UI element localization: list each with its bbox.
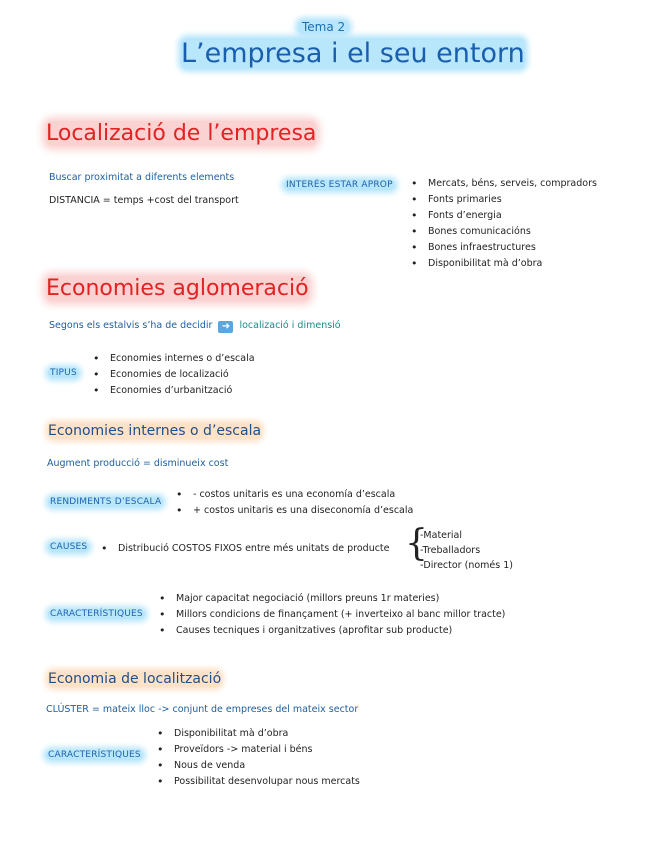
text-distancia: DISTANCIA = temps +cost del transport: [49, 195, 239, 206]
list-interes: [408, 176, 597, 272]
sublist-item: -Director (només 1): [420, 560, 513, 571]
section-title-localitzacio: Localizació de l’empresa: [46, 121, 317, 146]
list-item: • Fonts primaries: [408, 192, 597, 208]
list-item: • Disponibilitat mà d’obra: [408, 256, 597, 272]
causes-sublist: [420, 528, 513, 573]
list-item: • Fonts d’energia: [408, 208, 597, 224]
list-item: • Bones infraestructures: [408, 240, 597, 256]
list-item: • Mercats, béns, serveis, compradors: [408, 176, 597, 192]
text-proximitat: Buscar proximitat a diferents elements: [49, 172, 235, 183]
list-item: • + costos unitaris es una diseconomía d’escala: [173, 503, 413, 519]
tag-caracteristiques-localitzacio: CARACTERÍSTIQUES: [48, 750, 141, 760]
section-title-aglomeracio: Economies aglomeració: [46, 276, 309, 301]
list-caracteristiques-localitzacio: [154, 726, 360, 790]
subsection-title-localitzacio: Economia de localització: [48, 671, 222, 687]
list-item: • Economies d’urbanització: [90, 383, 255, 399]
list-item: • Nous de venda: [154, 758, 360, 774]
text-estalvis: [49, 320, 341, 333]
tag-caracteristiques-internes: CARACTERÍSTIQUES: [50, 609, 143, 619]
list-causes: [98, 541, 390, 557]
list-item: • Proveïdors -> material i béns: [154, 742, 360, 758]
text-cluster: CLÚSTER = mateix lloc -> conjunt de empreses del mateix sector: [46, 704, 359, 715]
subsection-title-internes: Economies internes o d’escala: [48, 423, 262, 439]
text-estalvis-end: localizació i dimensió: [239, 320, 341, 331]
list-rendiments: [173, 487, 413, 519]
tag-tipus: TIPUS: [50, 368, 77, 378]
list-item: • Economies de localizació: [90, 367, 255, 383]
sublist-item: -Treballadors: [420, 545, 481, 556]
list-item: • Major capacitat negociació (millors preuns 1r materies): [156, 591, 505, 607]
arrow-right-icon: ➜: [218, 321, 233, 333]
list-caracteristiques-internes: [156, 591, 505, 639]
page-title: L’empresa i el seu entorn: [181, 38, 525, 69]
list-tipus: [90, 351, 255, 399]
list-item: • Millors condicions de finançament (+ inverteixo al banc millor tracte): [156, 607, 505, 623]
tag-interes-estar-aprop: INTERÉS ESTAR APROP: [286, 180, 393, 190]
list-item: • - costos unitaris es una economía d’escala: [173, 487, 413, 503]
list-item: • Bones comunicacións: [408, 224, 597, 240]
topic-label: Tema 2: [298, 20, 349, 34]
list-item: • Causes tecniques i organitzatives (aprofitar sub producte): [156, 623, 505, 639]
list-item: • Distribució COSTOS FIXOS entre més unitats de producte: [98, 541, 390, 557]
sublist-item: -Material: [420, 530, 463, 541]
tag-rendiments-escala: RENDIMENTS D’ESCALA: [50, 497, 162, 507]
text-estalvis-start: Segons els estalvis s’ha de decidir: [49, 320, 213, 331]
list-item: • Disponibilitat mà d’obra: [154, 726, 360, 742]
brace: {: [405, 523, 428, 564]
list-item: • Possibilitat desenvolupar nous mercats: [154, 774, 360, 790]
list-item: • Economies internes o d’escala: [90, 351, 255, 367]
text-augment-produccio: Augment producció = disminueix cost: [47, 458, 229, 469]
tag-causes: CAUSES: [50, 542, 88, 552]
